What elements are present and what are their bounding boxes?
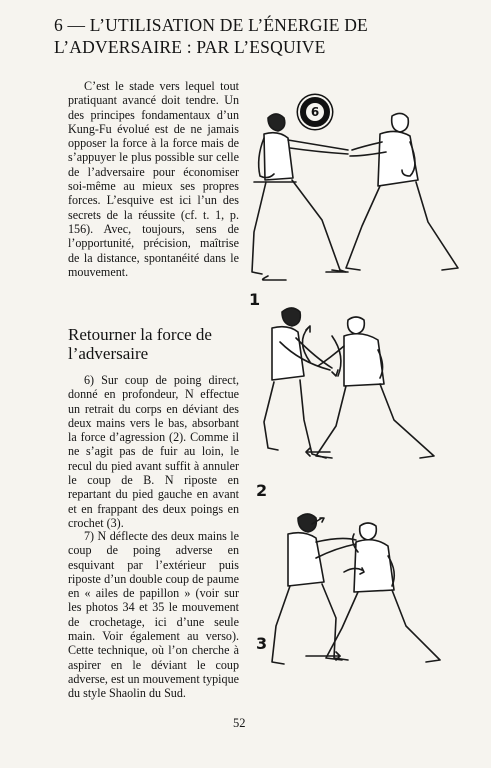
page-number: 52 bbox=[233, 716, 246, 730]
page-title: 6 — L’UTILISATION DE L’ÉNERGIE DE L’ADVERSAIRE : PAR L’ESQUIVE bbox=[54, 15, 368, 57]
figure-1-drawing bbox=[252, 113, 458, 280]
step-7-paragraph bbox=[68, 529, 239, 701]
figure-label-1: 1 bbox=[249, 290, 261, 309]
step-6-text: 6) Sur coup de poing direct, donné en profondeur, N effectue un retrait du corps en déviant des deux mains vers le bas, absorbant la force d’agression (2). Comme il ne s’agit pas de fuir au loin, le recul du pied avant suffit à annuler le coup de B. N riposte en repartant du pied gauche en avant et en frappant des deux poings en crochet (3). bbox=[68, 373, 239, 530]
intro-paragraph bbox=[68, 79, 239, 279]
step-7-text: 7) N déflecte des deux mains le coup de poing adverse en esquivant par l’extérieur puis riposte d’un double coup de paume en « ailes de papillon » (voir sur les photos 34 et 35 le mouvement de crochetage, ici d’une seule main. Voir également au verso). Cette technique, où l’on cherche à aspirer en le déviant le coup adverse, est un mouvement typique du style Shaolin du Sud. bbox=[68, 529, 239, 701]
badge-number: 6 bbox=[306, 103, 324, 121]
illustrations bbox=[240, 90, 488, 690]
intro-text: C’est le stade vers lequel tout pratiquant avancé doit tendre. Un des principes fondamentaux d’un Kung-Fu évolué est de ne jamais opposer la force à la force mais de s’appuyer le plus possible sur celle de l’adversaire pour économiser soi-même au mieux ses propres forces. L’esquive est ici l’un des secrets de la réussite (cf. t. 1, p. 156). Avec, toujours, sens de l’opportunité, précision, maîtrise de la distance, spontanéité dans le mouvement. bbox=[68, 79, 239, 279]
figure-3-drawing bbox=[272, 514, 440, 664]
figure-label-3: 3 bbox=[256, 634, 268, 653]
step-6-paragraph bbox=[68, 373, 239, 530]
figure-2-drawing bbox=[264, 308, 434, 458]
section-subtitle: Retourner la force de l’adversaire bbox=[68, 325, 212, 363]
figure-label-2: 2 bbox=[256, 481, 268, 500]
